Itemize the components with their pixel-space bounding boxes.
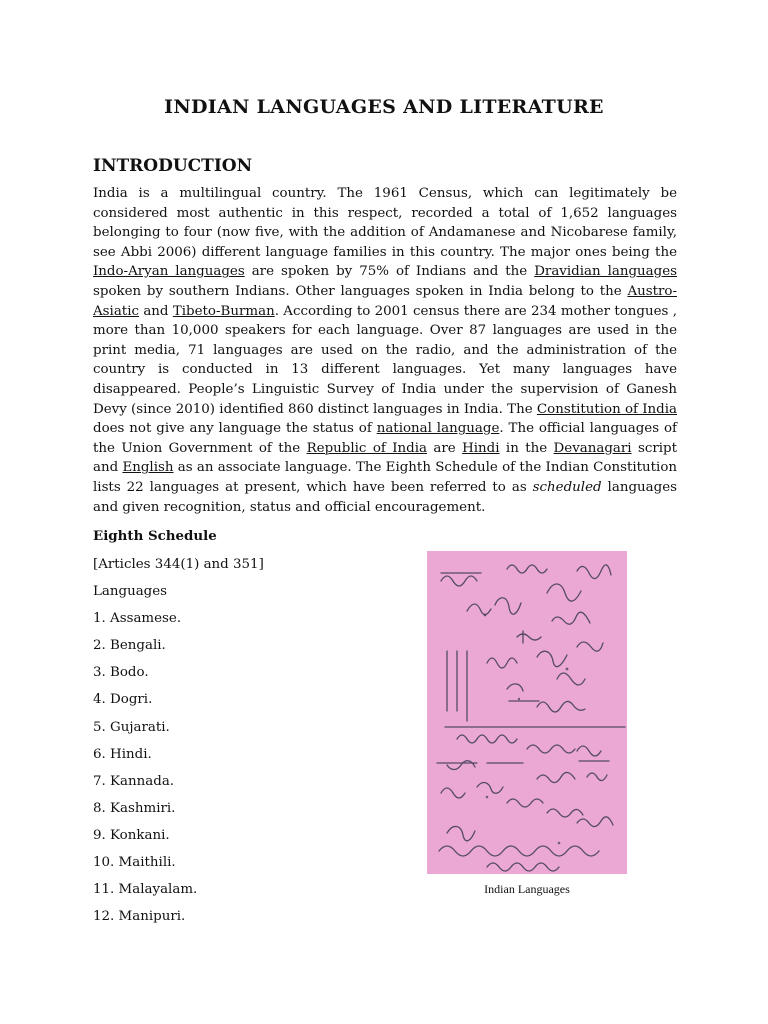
section-heading-introduction: INTRODUCTION bbox=[93, 156, 253, 176]
italic-term: scheduled bbox=[532, 479, 602, 495]
underlined-term: Austro-Asiatic bbox=[93, 283, 677, 319]
underlined-term: Tibeto-Burman bbox=[172, 303, 275, 319]
paragraph-text: are spoken by 75% of Indians and the bbox=[244, 264, 535, 280]
schedule-list bbox=[93, 555, 393, 934]
paragraph-text: does not give any language the status of bbox=[93, 421, 377, 437]
underlined-term: Devanagari bbox=[553, 440, 632, 456]
introduction-paragraph bbox=[93, 184, 677, 517]
eighth-schedule-heading: Eighth Schedule bbox=[93, 528, 217, 544]
languages-label: Languages bbox=[93, 584, 168, 600]
paragraph-text: in the bbox=[499, 440, 554, 456]
underlined-term: Dravidian languages bbox=[534, 264, 678, 280]
language-item: 2. Bengali. bbox=[93, 638, 166, 654]
underlined-term: Constitution of India bbox=[536, 401, 677, 417]
language-item: 7. Kannada. bbox=[93, 773, 175, 789]
underlined-term: Republic of India bbox=[306, 440, 427, 456]
underlined-term: Indo-Aryan languages bbox=[93, 264, 245, 280]
articles-reference: [Articles 344(1) and 351] bbox=[93, 557, 264, 572]
language-item: 9. Konkani. bbox=[93, 827, 170, 843]
paragraph-text: India is a multilingual country. The 1961 Census, which can legitimately be considered most authentic in this respect, recorded a total of 1,652 languages belonging to four (now five, with the addition of Andamanese and Nicobarese family, see Abbi 2006) different language families in this country. The major ones being the bbox=[93, 186, 677, 260]
language-item: 3. Bodo. bbox=[93, 665, 149, 681]
language-item: 8. Kashmiri. bbox=[93, 800, 176, 816]
paragraph-text: script and bbox=[93, 440, 677, 476]
underlined-term: national language bbox=[376, 421, 500, 437]
language-item: 11. Malayalam. bbox=[93, 882, 198, 898]
indian-languages-image bbox=[427, 551, 627, 874]
language-item: 6. Hindi. bbox=[93, 746, 152, 762]
language-item: 5. Gujarati. bbox=[93, 719, 170, 735]
image-caption: Indian Languages bbox=[484, 882, 570, 896]
language-item: 12. Manipuri. bbox=[93, 909, 186, 925]
language-item: 1. Assamese. bbox=[93, 611, 182, 627]
paragraph-text: . According to 2001 census there are 234 mother tongues , more than 10,000 speakers for each language. Over 87 languages are used in the print media, 71 languages are used on the radio, and the administration of the country is conducted in 13 different languages. Yet many languages have disappeared. People’s Linguistic Survey of India under the supervision of Ganesh Devy (since 2010) identified 860 distinct languages in India. The bbox=[93, 303, 677, 417]
paragraph-text: spoken by southern Indians. Other languages spoken in India belong to the bbox=[93, 283, 628, 299]
paragraph-text: and bbox=[138, 303, 173, 319]
paragraph-text: languages and given recognition, status and official encouragement. bbox=[93, 479, 677, 515]
underlined-term: Hindi bbox=[462, 440, 500, 456]
paragraph-text: . The official languages of the Union Government of the bbox=[93, 421, 677, 456]
language-item: 10. Maithili. bbox=[93, 855, 176, 871]
underlined-term: English bbox=[122, 460, 174, 476]
page-title: INDIAN LANGUAGES AND LITERATURE bbox=[164, 96, 604, 118]
language-item: 4. Dogri. bbox=[93, 692, 153, 708]
paragraph-text: are bbox=[426, 440, 463, 456]
handwritten-scripts-illustration bbox=[427, 551, 627, 874]
paragraph-text: as an associate language. The Eighth Schedule of the Indian Constitution lists 22 languages at present, which have been referred to as bbox=[93, 460, 678, 495]
